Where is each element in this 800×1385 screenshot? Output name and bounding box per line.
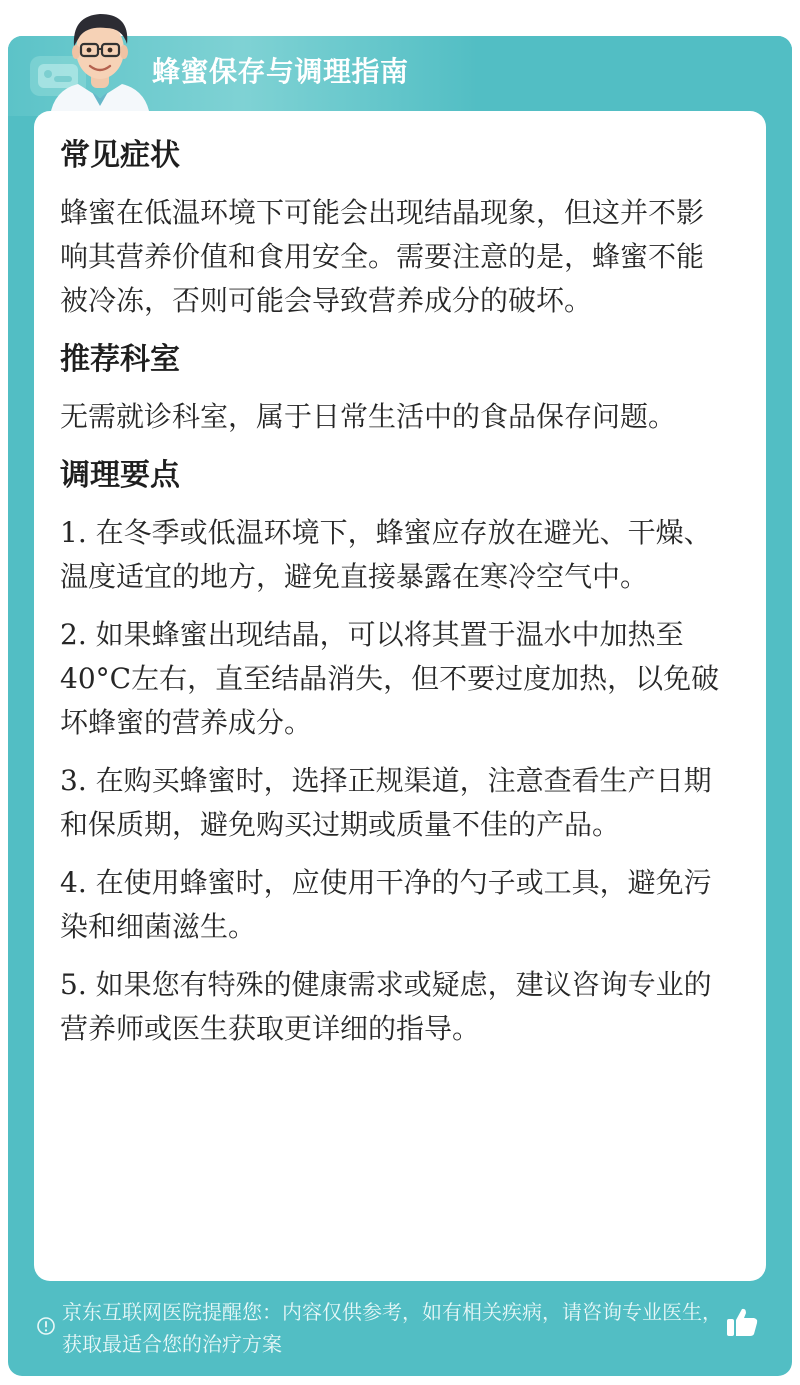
list-item	[60, 613, 730, 745]
list-item-number: 2.	[60, 618, 87, 651]
section-heading-care-points: 调理要点	[60, 458, 180, 493]
list-item-text: 如果蜂蜜出现结晶，可以将其置于温水中加热至	[86, 618, 684, 651]
info-icon	[36, 1316, 56, 1336]
list-item-number: 5.	[60, 968, 87, 1001]
list-item-number: 3.	[60, 764, 87, 797]
symptoms-text: 蜂蜜在低温环境下可能会出现结晶现象，但这并不影响其营养价值和食用安全。需要注意的是，蜂蜜不能被冷冻，否则可能会导致营养成分的破坏。	[60, 196, 705, 317]
list-item-text: 在冬季或低温环境下，蜂蜜应存放在避光、干燥、温度适宜的地方，避免直接暴露在寒冷空气中。	[60, 516, 712, 593]
list-item	[60, 511, 730, 599]
list-item-text: 在使用蜂蜜时，应使用干净的勺子或工具，避免污染和细菌滋生。	[60, 866, 712, 943]
content-card	[34, 111, 766, 1281]
list-item-number: 4.	[60, 866, 87, 899]
doctor-avatar	[44, 6, 156, 116]
disclaimer-text: 京东互联网医院提醒您：内容仅供参考，如有相关疾病，请咨询专业医生，获取最适合您的治疗方案	[62, 1300, 722, 1356]
list-item	[60, 759, 730, 847]
department-text: 无需就诊科室，属于日常生活中的食品保存问题。	[60, 400, 677, 433]
list-item-text: 如果您有特殊的健康需求或疑虑，建议咨询专业的营养师或医生获取更详细的指导。	[60, 968, 712, 1045]
thumbs-up-icon[interactable]	[724, 1304, 760, 1340]
list-item-number: 1.	[60, 516, 87, 549]
list-item	[60, 963, 730, 1051]
list-item-text: 在购买蜂蜜时，选择正规渠道，注意查看生产日期和保质期，避免购买过期或质量不佳的产品。	[60, 764, 712, 841]
content-body	[60, 133, 730, 1065]
temperature-value: 40°C	[60, 662, 132, 695]
list-item	[60, 861, 730, 949]
section-heading-symptoms: 常见症状	[60, 138, 180, 173]
list-item-text: 左右，直至结晶消失，但不要过度加热，以免破坏蜂蜜的营养成分。	[60, 662, 720, 739]
section-heading-department: 推荐科室	[60, 342, 180, 377]
page-title: 蜂蜜保存与调理指南	[152, 55, 409, 88]
